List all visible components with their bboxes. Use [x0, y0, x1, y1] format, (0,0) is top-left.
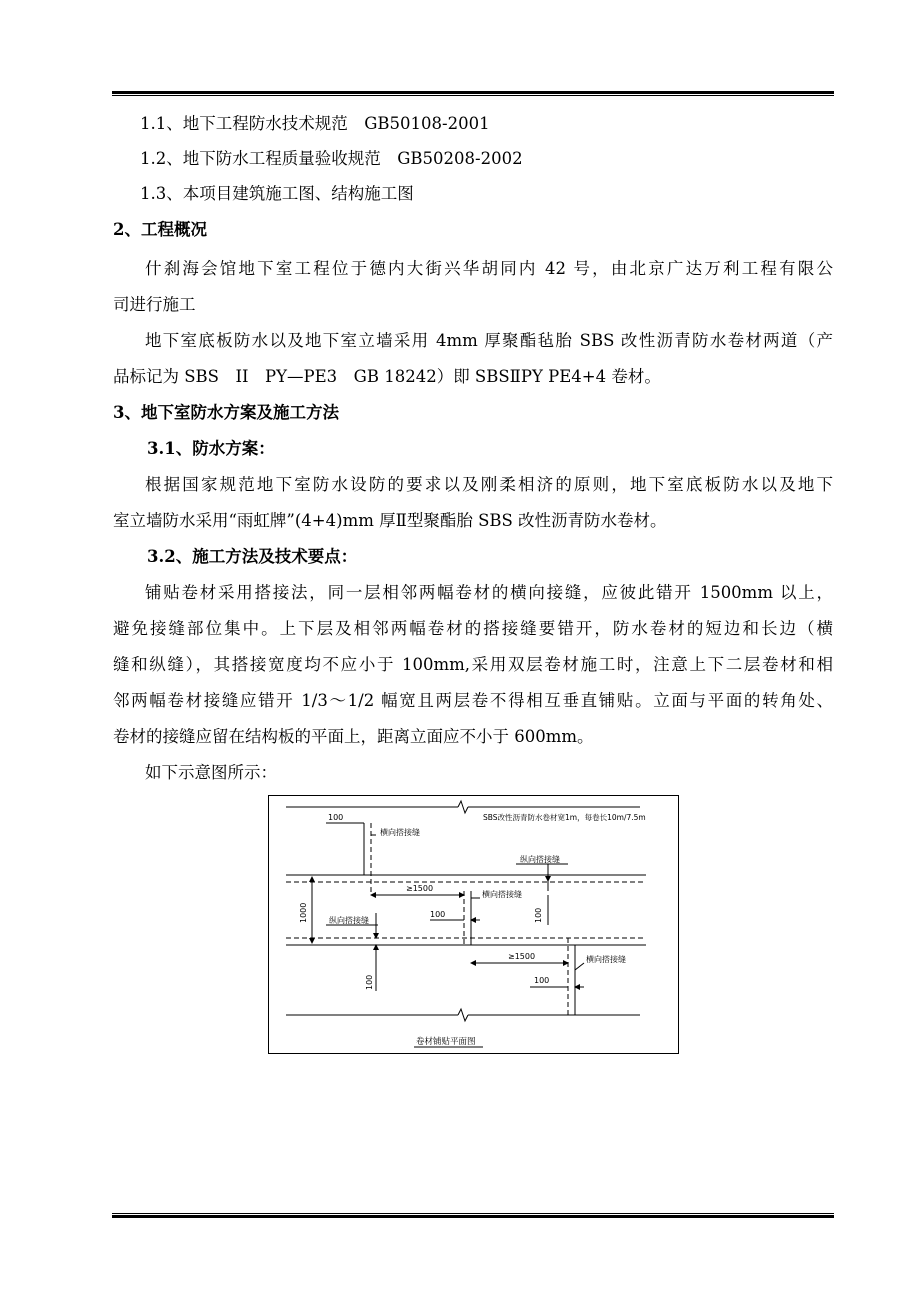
diagram-title: 卷材铺贴平面图: [416, 1037, 476, 1047]
svg-text:100: 100: [328, 813, 344, 822]
svg-text:≥1500: ≥1500: [406, 884, 434, 893]
membrane-layout-diagram: [268, 795, 680, 1055]
section-heading: 2、工程概况: [113, 220, 207, 239]
svg-text:1000: 1000: [299, 902, 308, 923]
svg-text:横向搭接缝: 横向搭接缝: [586, 955, 626, 964]
paragraph-line: 品标记为 SBS II PY—PE3 GB 18242）即 SBSⅡPY PE4+4 卷材。: [113, 367, 661, 386]
subsection-heading: 3.2、施工方法及技术要点：: [147, 547, 358, 566]
paragraph-line: 邻两幅卷材接缝应错开 1/3～1/2 幅宽且两层卷不得相互垂直铺贴。立面与平面的转角处、: [113, 691, 833, 710]
reference-item: 1.3、本项目建筑施工图、结构施工图: [140, 184, 414, 203]
paragraph-line: 缝和纵缝），其搭接宽度均不应小于 100mm,采用双层卷材施工时，注意上下二层卷材和相: [113, 655, 833, 674]
svg-text:100: 100: [534, 976, 550, 985]
svg-text:横向搭接缝: 横向搭接缝: [482, 890, 522, 899]
header-rule: [112, 91, 834, 96]
paragraph-line: 司进行施工: [113, 295, 196, 314]
paragraph-line: 铺贴卷材采用搭接法，同一层相邻两幅卷材的横向接缝，应彼此错开 1500mm 以上，: [145, 583, 833, 602]
reference-item: 1.1、地下工程防水技术规范 GB50108-2001: [140, 114, 490, 133]
diagram-note: SBS改性沥青防水卷材宽1m，每卷长10m/7.5m: [483, 813, 646, 822]
paragraph-line: 避免接缝部位集中。上下层及相邻两幅卷材的搭接缝要错开，防水卷材的短边和长边（横: [113, 619, 833, 638]
reference-item: 1.2、地下防水工程质量验收规范 GB50208-2002: [140, 149, 523, 168]
svg-text:纵向搭接缝: 纵向搭接缝: [520, 855, 560, 864]
footer-rule: [112, 1213, 834, 1218]
subsection-heading: 3.1、防水方案：: [147, 439, 275, 458]
svg-text:纵向搭接缝: 纵向搭接缝: [329, 916, 369, 925]
svg-text:横向搭接缝: 横向搭接缝: [380, 828, 420, 837]
figure-intro: 如下示意图所示：: [145, 763, 277, 782]
svg-text:100: 100: [534, 907, 543, 923]
paragraph-line: 室立墙防水采用“雨虹牌”(4+4)mm 厚Ⅱ型聚酯胎 SBS 改性沥青防水卷材。: [113, 511, 667, 530]
section-heading: 3、地下室防水方案及施工方法: [113, 403, 339, 422]
svg-text:100: 100: [430, 910, 446, 919]
svg-text:100: 100: [365, 974, 374, 990]
paragraph-line: 地下室底板防水以及地下室立墙采用 4mm 厚聚酯毡胎 SBS 改性沥青防水卷材两道（产: [145, 331, 833, 350]
paragraph-line: 什刹海会馆地下室工程位于德内大街兴华胡同内 42 号，由北京广达万利工程有限公: [145, 259, 833, 278]
paragraph-line: 根据国家规范地下室防水设防的要求以及刚柔相济的原则，地下室底板防水以及地下: [145, 475, 833, 494]
paragraph-line: 卷材的接缝应留在结构板的平面上，距离立面应不小于 600mm。: [113, 727, 594, 746]
svg-text:≥1500: ≥1500: [508, 952, 536, 961]
